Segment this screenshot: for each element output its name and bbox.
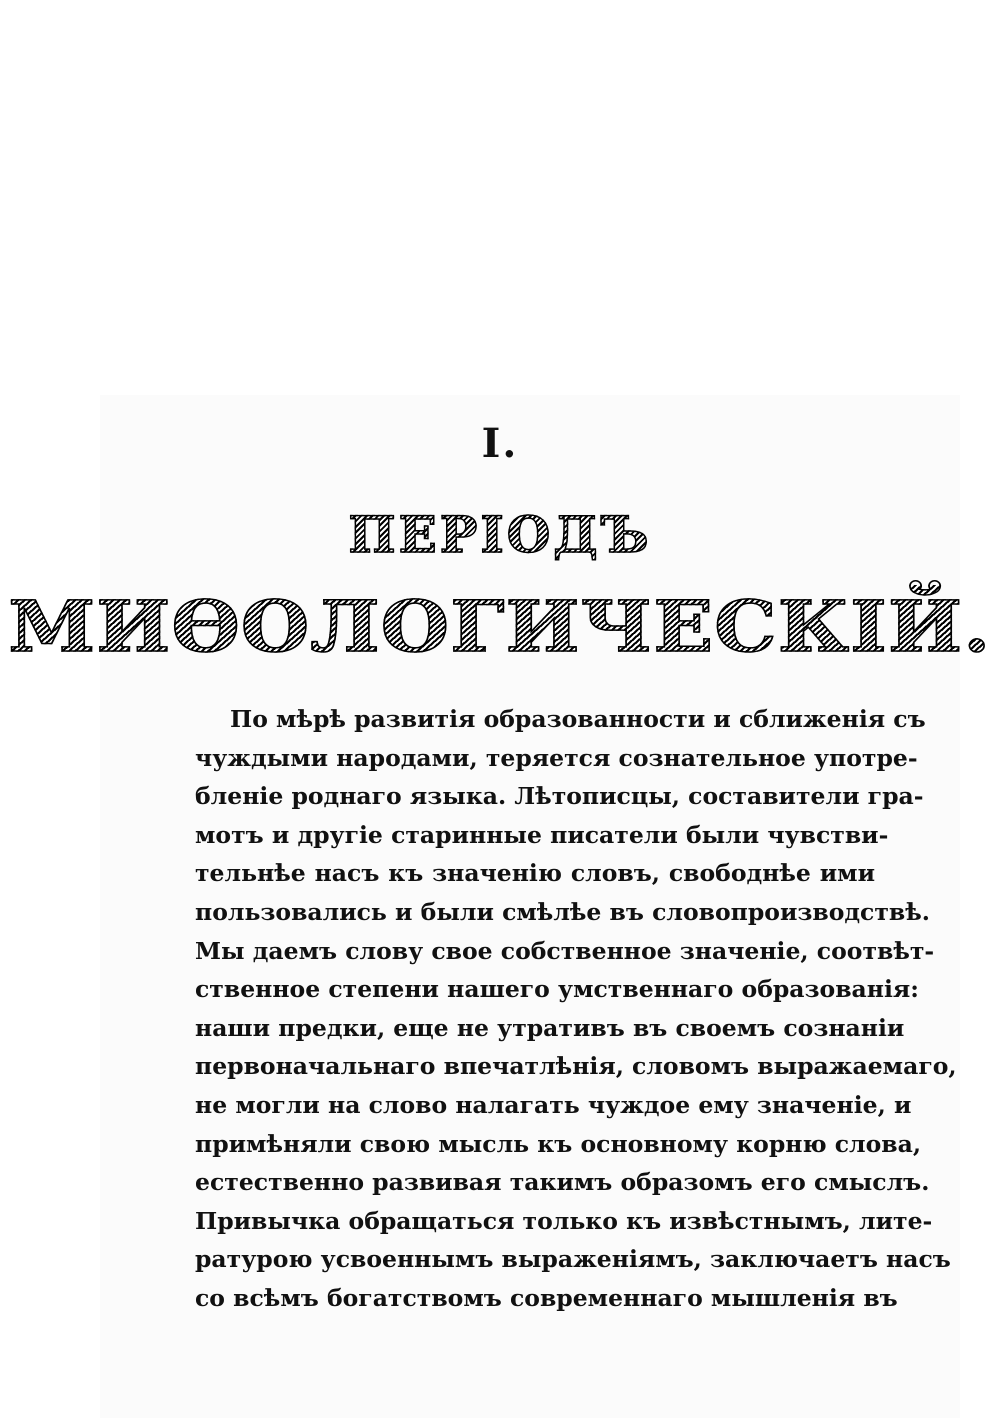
chapter-number: I. (481, 420, 519, 467)
body-paragraph (195, 700, 957, 1318)
paragraph-line: бленіе роднаго языка. Лѣтописцы, составители гра- (195, 782, 924, 811)
paragraph-line: пользовались и были смѣлѣе въ словопроизводствѣ. (195, 897, 930, 926)
paragraph-line: естественно развивая такимъ образомъ его смыслъ. (195, 1168, 930, 1197)
paragraph-line: наши предки, еще не утративъ въ своемъ сознаніи (195, 1013, 905, 1042)
paragraph-line: мотъ и другіе старинные писатели были чувстви- (195, 820, 889, 849)
paragraph-line: примѣняли свою мысль къ основному корню слова, (195, 1129, 922, 1158)
paragraph-line: тельнѣе насъ къ значенію словъ, свободнѣе ими (195, 859, 875, 888)
paragraph-line: ратурою усвоеннымъ выраженіямъ, заключаетъ насъ (195, 1245, 951, 1274)
chapter-title-line-2 (0, 585, 1000, 669)
paragraph-line: чуждыми народами, теряется сознательное употре- (195, 743, 918, 772)
paragraph-line: Мы даемъ слову свое собственное значеніе, соотвѣт- (195, 936, 935, 965)
paragraph-line: первоначальнаго впечатлѣнія, словомъ выражаемаго, (195, 1052, 957, 1081)
paragraph-line: ственное степени нашего умственнаго образованія: (195, 975, 919, 1004)
paragraph-line: не могли на слово налагать чуждое ему значеніе, и (195, 1090, 912, 1119)
chapter-title-line-2-text: МИѲОЛОГИЧЕСКІЙ. (8, 585, 992, 668)
paragraph-line: со всѣмъ богатствомъ современнаго мышленія въ (195, 1283, 898, 1312)
chapter-title-line-1 (0, 505, 1000, 565)
paragraph-line: Привычка обращаться только къ извѣстнымъ, лите- (195, 1206, 933, 1235)
paragraph-line: По мѣрѣ развитія образованности и сближенія съ (230, 705, 926, 733)
chapter-title-line-1-text: ПЕРІОДЪ (348, 505, 652, 564)
